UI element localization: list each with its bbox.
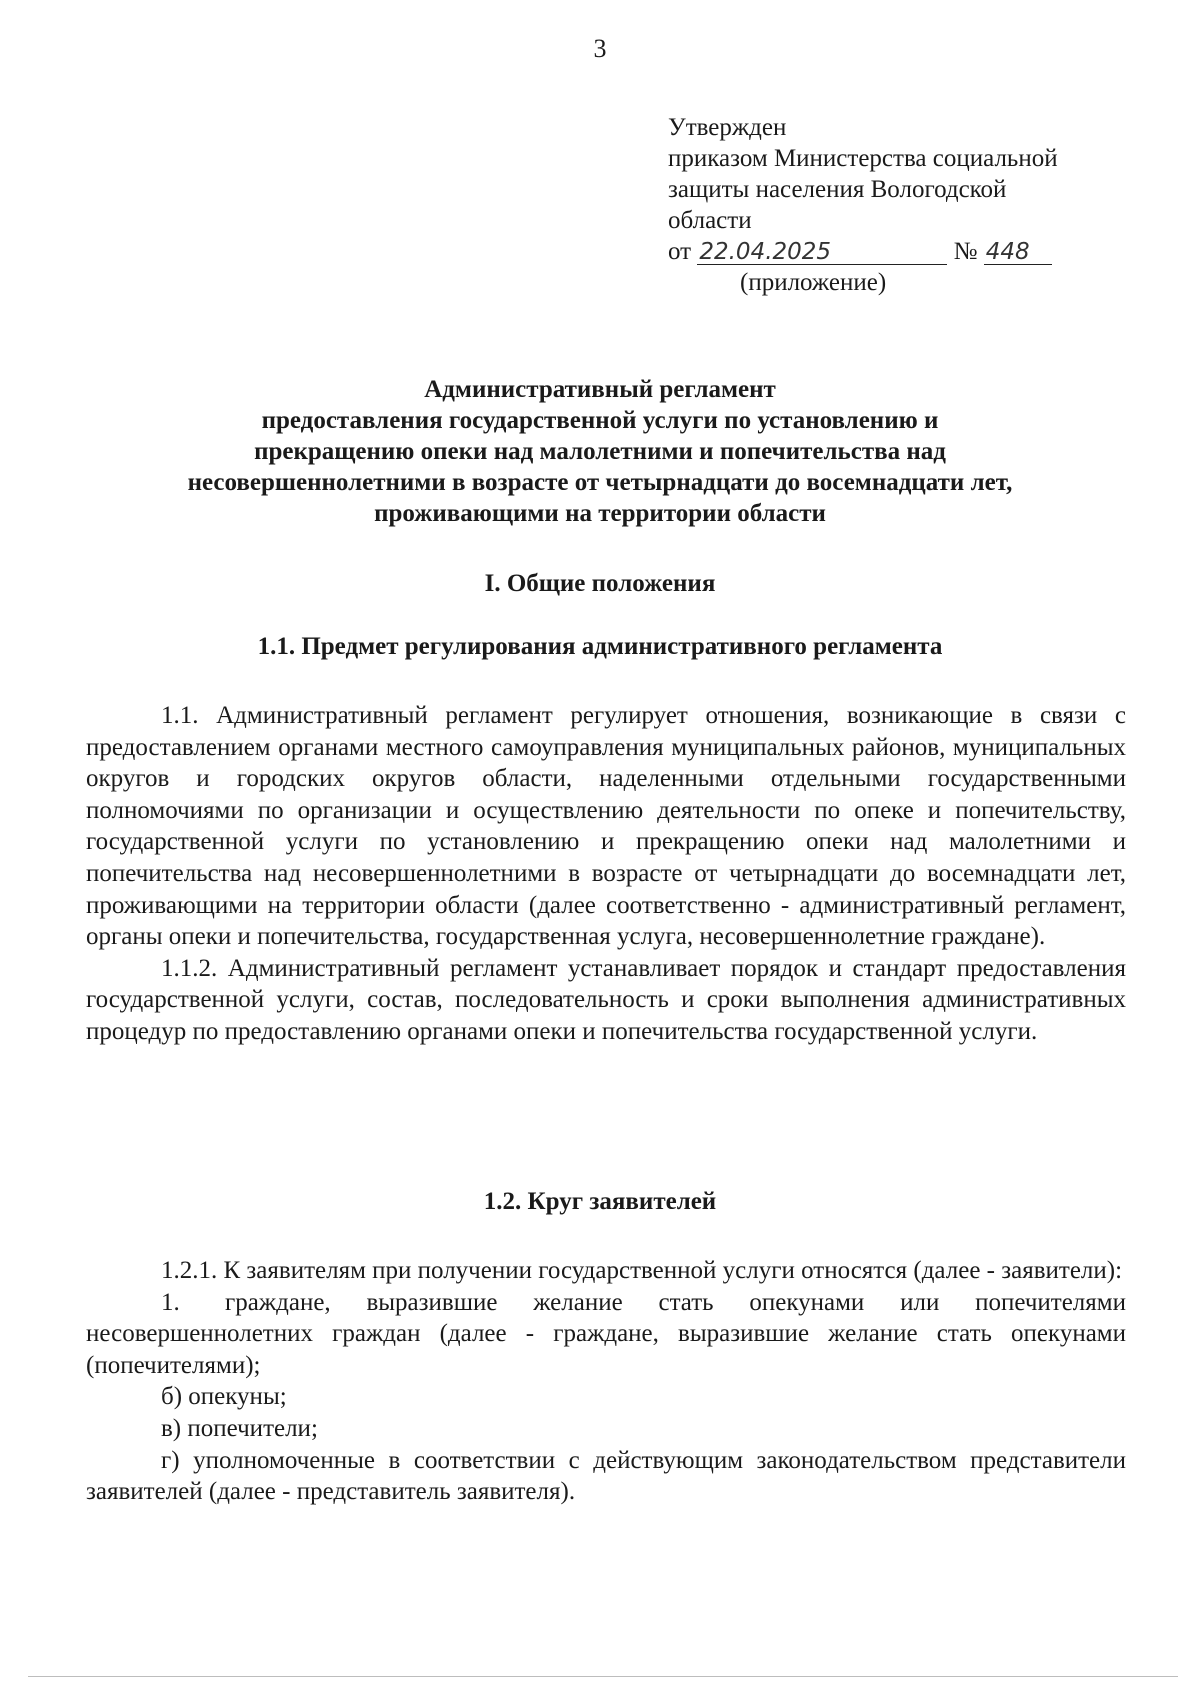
approval-line-2: приказом Министерства социальной [668,145,1058,172]
list-item-1-text: граждане, выразившие желание стать опекунами или попечителями несовершеннолетних граждан (далее - граждане, выразившие желание стать опекунами (попечителями); [86,1288,1126,1379]
subsection-heading-1-2: 1.2. Круг заявителей [483,1188,717,1215]
document-title [100,374,1100,529]
list-item-b: б) опекуны; [161,1383,287,1411]
approval-line-3: защиты населения Вологодской [668,176,1007,203]
page-bottom-rule [28,1676,1178,1677]
paragraph-1-1-2: 1.1.2. Административный регламент устанавливает порядок и стандарт предоставления государственной услуги, состав, последовательность и сроки выполнения административных процедур по предоставлению органами опеки и попечительства государственной услуги. [86,954,1126,1045]
subsection-1-2-body [86,1255,1126,1508]
handwritten-date: 22.04.2025 [697,240,947,265]
list-item-1 [86,1287,1126,1382]
handwritten-number: 448 [984,240,1052,265]
title-line-3: прекращению опеки над малолетними и попечительства над [254,438,946,465]
page-number: 3 [593,34,607,63]
title-line-5: проживающими на территории области [374,500,826,527]
paragraph-1-1: 1.1. Административный регламент регулирует отношения, возникающие в связи с предоставлением органами местного самоуправления муниципальных районов, муниципальных округов и городских округов области, наделенными отдельными государственными полномочиями по организации и осуществлению деятельности по опеке и попечительству, государственной услуги по установлению и прекращению опеки над малолетними и попечительства над несовершеннолетними в возрасте от четырнадцати до восемнадцати лет, проживающими на территории области (далее соответственно - административный регламент, органы опеки и попечительства, государственная услуга, несовершеннолетние граждане). [86,702,1126,951]
subsection-1-1-body [86,700,1126,1048]
list-item-g: г) уполномоченные в соответствии с действующим законодательством представители заявителей (далее - представитель заявителя). [86,1446,1126,1506]
title-line-1: Административный регламент [424,376,776,403]
subsection-heading-1-1: 1.1. Предмет регулирования административного регламента [257,633,943,660]
approval-date-line [668,236,1138,267]
approval-line-1: Утвержден [668,114,787,141]
paragraph-1-2-1: 1.2.1. К заявителям при получении государственной услуги относятся (далее - заявители): [161,1257,1123,1284]
appendix-label: (приложение) [740,269,887,296]
date-prefix: от [668,238,692,265]
list-item-v: в) попечители; [161,1414,318,1442]
title-line-4: несовершеннолетними в возрасте от четырнадцати до восемнадцати лет, [187,469,1013,496]
section-heading: I. Общие положения [484,570,716,597]
number-prefix: № [953,238,978,265]
approval-line-4: области [668,207,752,234]
title-line-2: предоставления государственной услуги по установлению и [261,407,939,434]
list-item-1-number: 1. [161,1288,180,1316]
approval-stamp [668,112,1138,298]
